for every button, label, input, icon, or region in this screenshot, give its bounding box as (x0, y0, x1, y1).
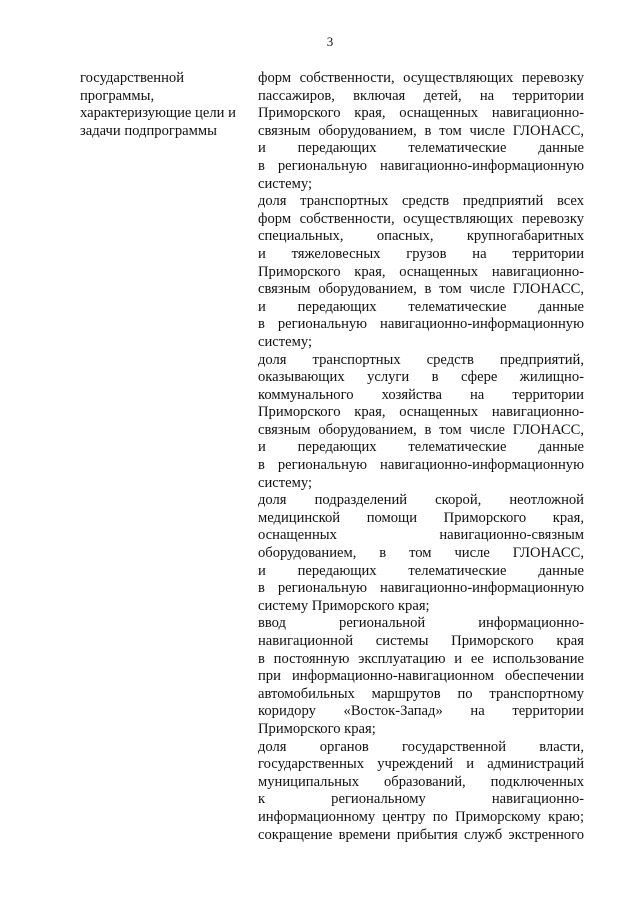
left-column-line: характеризующие цели и (80, 105, 236, 122)
left-column-line: государственной (80, 70, 185, 86)
indicator-paragraph (258, 492, 584, 615)
indicator-line: коммунального хозяйства на территории (258, 386, 584, 403)
indicator-line: систему; (258, 175, 313, 192)
indicator-line: доля транспортных средств предприятий, (258, 351, 584, 368)
indicator-paragraph (258, 193, 584, 351)
indicator-line: форм собственности, осуществляющих перевозку (258, 70, 584, 86)
indicator-paragraph (258, 70, 584, 193)
indicator-line: в региональную навигационно-информационную (258, 457, 584, 474)
indicator-line: к региональному навигационно- (258, 791, 584, 808)
indicator-line: и передающих телематические данные (258, 298, 584, 315)
indicator-line: Приморского края, оснащенных навигационно- (258, 404, 584, 421)
left-column-heading (80, 70, 258, 140)
indicator-line: информационному центру по Приморскому краю; (258, 808, 584, 825)
indicator-line: и передающих телематические данные (258, 562, 584, 579)
indicator-line: коридору «Восток-Запад» на территории (258, 703, 584, 720)
indicator-line: и передающих телематические данные (258, 140, 584, 157)
indicator-line: и тяжеловесных грузов на территории (258, 245, 584, 262)
indicator-paragraph (258, 352, 584, 493)
indicator-line: государственных учреждений и администраций (258, 756, 584, 773)
indicator-line: в региональную навигационно-информационную (258, 316, 584, 333)
indicator-line: автомобильных маршрутов по транспортному (258, 685, 584, 702)
indicator-line: и передающих телематические данные (258, 439, 584, 456)
indicator-line: систему; (258, 474, 313, 491)
indicator-line: Приморского края, оснащенных навигационно- (258, 263, 584, 280)
indicator-paragraph (258, 739, 584, 827)
indicator-line: муниципальных образований, подключенных (258, 773, 584, 790)
left-column-line: задачи подпрограммы (80, 122, 217, 139)
indicator-line: доля транспортных средств предприятий всех (258, 193, 584, 210)
indicator-line: при информационно-навигационном обеспечении (258, 668, 584, 685)
left-column-line: программы, (80, 87, 155, 104)
indicator-line: систему Приморского края; (258, 597, 430, 614)
indicator-line: систему; (258, 333, 313, 350)
indicator-line: в региональную навигационно-информационную (258, 157, 584, 174)
indicator-paragraph (258, 615, 584, 738)
indicator-paragraph (258, 827, 584, 845)
page-number: 3 (326, 34, 334, 49)
indicator-line: оснащенных навигационно-связным (258, 527, 584, 544)
indicator-line: сокращение времени прибытия служб экстренного (258, 826, 584, 843)
indicator-line: навигационной системы Приморского края (258, 633, 584, 649)
indicator-line: в постоянную эксплуатацию и ее использование (258, 650, 584, 667)
indicator-line: медицинской помощи Приморского края, (258, 509, 584, 526)
indicator-line: ввод региональной информационно- (258, 615, 584, 632)
indicator-line: оборудованием, в том числе ГЛОНАСС, (258, 545, 584, 562)
indicator-line: оказывающих услуги в сфере жилищно- (258, 369, 584, 386)
indicator-line: доля органов государственной власти, (258, 738, 584, 755)
indicator-line: Приморского края; (258, 720, 376, 737)
indicator-line: форм собственности, осуществляющих перевозку (258, 210, 584, 227)
right-column-indicators (258, 70, 584, 844)
indicator-line: связным оборудованием, в том числе ГЛОНАСС, (258, 122, 584, 139)
indicator-line: доля подразделений скорой, неотложной (258, 492, 584, 509)
indicator-line: специальных, опасных, крупногабаритных (258, 228, 584, 245)
indicator-line: связным оборудованием, в том числе ГЛОНАСС, (258, 421, 584, 438)
indicator-line: в региональную навигационно-информационную (258, 580, 584, 597)
indicator-line: пассажиров, включая детей, на территории (258, 87, 584, 104)
indicator-line: связным оборудованием, в том числе ГЛОНАСС, (258, 281, 584, 298)
indicator-line: Приморского края, оснащенных навигационно- (258, 105, 584, 122)
